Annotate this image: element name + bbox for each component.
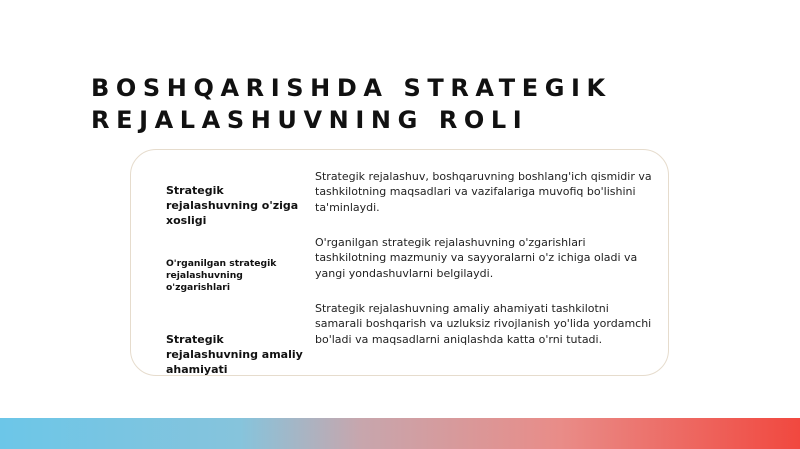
slide-title-line-1: BOSHQARISHDA STRATEGIK — [91, 74, 612, 102]
row-text-practical-importance: Strategik rejalashuvning amaliy ahamiyati tashkilotni samarali boshqarish va uzluksiz rivojlanish yo'lida yordamchi bo'ladi va maqsadlarni aniqlashda katta o'rni tutadi. — [315, 302, 652, 346]
slide-title-line-2: REJALASHUVNING ROLI — [91, 106, 529, 134]
row-label-changes: O'rganilgan strategik rejalashuvning o'zgarishlari — [166, 258, 277, 293]
slide-title — [91, 72, 612, 136]
row-label-practical-importance: Strategik rejalashuvning amaliy ahamiyati — [166, 333, 303, 376]
row-text-changes: O'rganilgan strategik rejalashuvning o'zgarishlari tashkilotning mazmuniy va sayyoralarni o'z ichiga oladi va yangi yondashuvlarni belgilaydi. — [315, 236, 638, 280]
row-text-uniqueness: Strategik rejalashuv, boshqaruvning boshlang'ich qismidir va tashkilotning maqsadlari va vazifalariga muvofiq bo'lishini ta'minlaydi. — [315, 170, 652, 214]
row-label-uniqueness: Strategik rejalashuvning o'ziga xosligi — [166, 184, 299, 227]
bottom-gradient-bar — [0, 418, 800, 449]
